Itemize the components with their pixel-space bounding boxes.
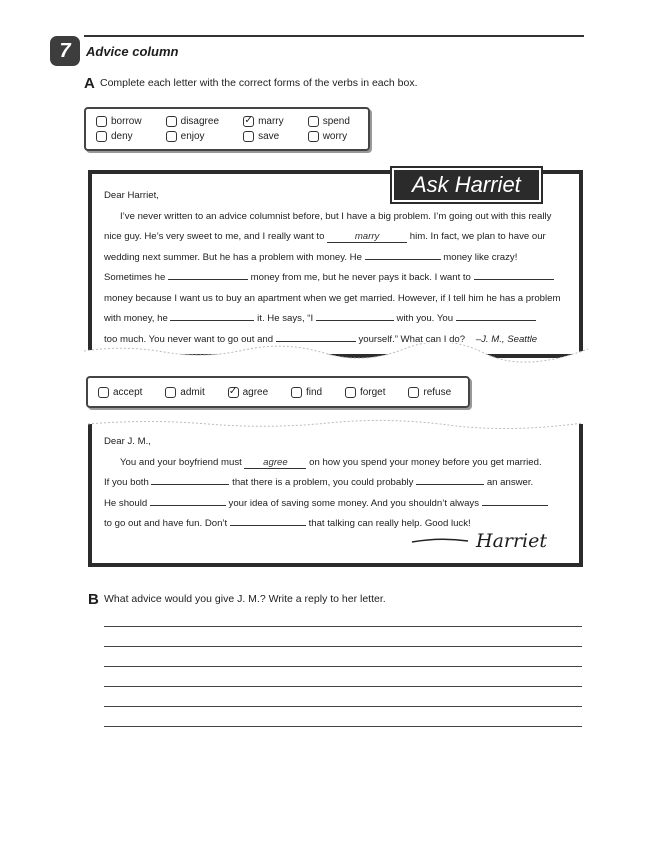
word-option[interactable]: deny [96, 130, 150, 145]
checkbox-checked-icon[interactable]: ✓ [228, 386, 238, 397]
answer-blank[interactable] [276, 330, 356, 342]
torn-top-edge [88, 418, 583, 430]
letter-line: I’ve never written to an advice columnist before, but I have a big problem. I’m going out with this really [120, 210, 552, 222]
checkbox-checked-icon[interactable]: ✓ [244, 115, 253, 127]
answer-blank[interactable] [316, 309, 394, 321]
answer-line[interactable] [104, 646, 582, 647]
letter-2 [104, 432, 574, 535]
answer-blank[interactable] [168, 268, 248, 280]
checkbox-icon[interactable] [166, 116, 177, 127]
answer-blank[interactable] [474, 268, 554, 280]
part-b-letter: B [88, 591, 99, 608]
answer-line[interactable] [104, 666, 582, 667]
part-a-instruction: Complete each letter with the correct forms of the verbs in each box. [100, 77, 418, 89]
letter-line: nice guy. He’s very sweet to me, and I really want to marry him. In fact, we plan to have our [104, 231, 546, 242]
checkbox-icon[interactable] [98, 387, 109, 398]
letter-1 [104, 186, 576, 350]
torn-top-edge-line [88, 420, 583, 428]
word-option[interactable]: ✓ agree [228, 386, 269, 398]
word-option[interactable]: spend [308, 114, 358, 129]
answer-line[interactable] [104, 626, 582, 627]
letter-line: too much. You never want to go out and yourself.” What can I do? –J. M., Seattle [104, 330, 576, 351]
greeting: Dear J. M., [104, 436, 151, 447]
signature-flourish [410, 536, 470, 546]
word-option[interactable]: accept [98, 387, 149, 398]
word-option[interactable]: forget [345, 387, 392, 398]
part-a-letter: A [84, 75, 95, 92]
checkbox-icon[interactable] [166, 131, 177, 142]
answer-blank[interactable] [416, 473, 484, 485]
signature: Harriet [476, 530, 548, 552]
word-option[interactable]: admit [165, 387, 211, 398]
word-box-1 [84, 107, 370, 151]
answer-blank[interactable] [170, 309, 254, 321]
checkbox-icon[interactable] [243, 131, 254, 142]
checkbox-icon[interactable] [308, 131, 319, 142]
word-option[interactable]: disagree [166, 114, 227, 129]
part-b-instruction: What advice would you give J. M.? Write a reply to her letter. [104, 593, 386, 605]
letter-line: to go out and have fun. Don’t that talking can really help. Good luck! [104, 514, 574, 535]
letter-sign-off: –J. M., Seattle [475, 333, 538, 345]
letter-line: Sometimes he money from me, but he never pays it back. I want to [104, 268, 576, 289]
word-box-2 [86, 376, 470, 408]
section-title: Advice column [86, 44, 179, 59]
letter-line: money because I want us to buy an apartment when we get married. However, if I tell him he has a problem [104, 292, 561, 304]
checkbox-icon[interactable] [96, 116, 107, 127]
word-option[interactable]: borrow [96, 114, 150, 129]
letter-line: You and your boyfriend must agree on how you spend your money before you get married. [120, 456, 542, 468]
word-option[interactable]: ✓ marry [244, 115, 284, 127]
letter-line: He should your idea of saving some money. And you shouldn’t always [104, 494, 574, 515]
answer-blank[interactable] [230, 514, 306, 526]
word-option[interactable]: find [291, 387, 329, 398]
answer-line[interactable] [104, 726, 582, 727]
checkbox-icon[interactable] [96, 131, 107, 142]
section-number: 7 [50, 36, 80, 66]
checkbox-icon[interactable] [165, 387, 176, 398]
letter-line: wedding next summer. But he has a problem with money. He money like crazy! [104, 248, 576, 269]
answer-line[interactable] [104, 706, 582, 707]
ask-harriet-banner: Ask Harriet [392, 168, 541, 202]
word-option[interactable]: refuse [408, 387, 458, 398]
flourish-stroke [412, 539, 468, 542]
answer-blank[interactable] [150, 494, 226, 506]
answer-blank[interactable] [365, 248, 441, 260]
word-option[interactable]: worry [308, 130, 358, 145]
answer-line[interactable] [104, 686, 582, 687]
checkbox-icon[interactable] [308, 116, 319, 127]
header-rule [84, 35, 584, 37]
answer-blank[interactable] [456, 309, 536, 321]
letter-line: If you both that there is a problem, you could probably an answer. [104, 473, 574, 494]
answer-blank[interactable] [151, 473, 229, 485]
answer-blank-filled[interactable]: agree [244, 457, 306, 469]
checkbox-icon[interactable] [408, 387, 419, 398]
answer-blank[interactable] [482, 494, 548, 506]
answer-blank-filled[interactable]: marry [327, 231, 407, 243]
word-option[interactable]: enjoy [166, 130, 227, 145]
word-option[interactable]: save [243, 130, 292, 145]
checkbox-icon[interactable] [345, 387, 356, 398]
signature-block [410, 530, 547, 552]
greeting: Dear Harriet, [104, 190, 159, 201]
letter-line: with money, he it. He says, “I with you. You [104, 309, 576, 330]
checkbox-icon[interactable] [291, 387, 302, 398]
